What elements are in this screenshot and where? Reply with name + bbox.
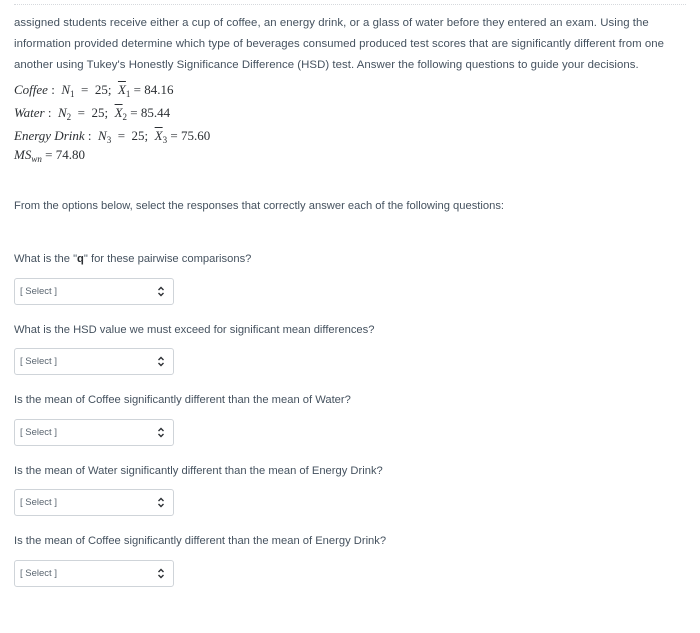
water-n: 25 <box>91 105 105 120</box>
question-4-select-value: [ Select ] <box>20 497 57 508</box>
water-mean: 85.44 <box>140 105 171 120</box>
up-down-chevron-icon <box>157 355 165 368</box>
energy-n: 25 <box>131 128 145 143</box>
question-5-select[interactable] <box>14 560 174 587</box>
up-down-chevron-icon <box>157 285 165 298</box>
energy-drink-stats: Energy Drink : $N_3 = 25$; $\overline{X}_3 = 75.60$ <box>14 128 211 145</box>
question-1-select[interactable] <box>14 278 174 305</box>
top-divider <box>14 4 686 6</box>
energy-label: Energy Drink <box>14 128 85 143</box>
coffee-mean: 84.16 <box>144 82 174 97</box>
ms-subscript: wn <box>31 154 42 164</box>
question-3-select-value: [ Select ] <box>20 427 57 438</box>
intro-line-2: information provided determine which type of beverages consumed produced test scores that are significantly different from one <box>14 38 665 50</box>
ms-within-stat: $MS_{wn} = 74.80$ <box>14 147 85 164</box>
question-1-text-pre: What is the " <box>14 253 78 265</box>
intro-line-1: assigned students receive either a cup of coffee, an energy drink, or a glass of water before they entered an exam. Using the <box>14 17 649 29</box>
coffee-n: 25 <box>94 82 108 97</box>
question-2: What is the HSD value we must exceed for significant mean differences? <box>14 324 375 336</box>
up-down-chevron-icon <box>157 426 165 439</box>
water-label: Water <box>14 105 45 120</box>
question-4: Is the mean of Water significantly different than the mean of Energy Drink? <box>14 465 383 477</box>
coffee-label: Coffee <box>14 82 48 97</box>
up-down-chevron-icon <box>157 567 165 580</box>
question-2-select-value: [ Select ] <box>20 356 57 367</box>
question-1-bold-q: q <box>77 253 84 265</box>
instructions: From the options below, select the responses that correctly answer each of the following questions: <box>14 200 505 212</box>
question-1 <box>14 253 251 265</box>
question-5: Is the mean of Coffee significantly different than the mean of Energy Drink? <box>14 535 387 547</box>
question-4-select[interactable] <box>14 489 174 516</box>
water-stats: Water : $N_2 = 25$; $\overline{X}_2 = 85.44$ <box>14 105 171 122</box>
question-1-select-value: [ Select ] <box>20 286 57 297</box>
intro-line-3: another using Tukey's Honestly Significance Difference (HSD) test. Answer the following questions to guide your decisions. <box>14 59 639 71</box>
energy-mean: 75.60 <box>180 128 211 143</box>
problem-description <box>14 13 682 76</box>
question-3-select[interactable] <box>14 419 174 446</box>
ms-label: MS <box>14 147 32 162</box>
coffee-stats: Coffee : $N_1 = 25$; $\overline{X}_1 = 84.16$ <box>14 82 174 99</box>
question-1-text-post: " for these pairwise comparisons? <box>83 253 252 265</box>
question-5-select-value: [ Select ] <box>20 568 57 579</box>
question-2-select[interactable] <box>14 348 174 375</box>
up-down-chevron-icon <box>157 496 165 509</box>
question-3: Is the mean of Coffee significantly different than the mean of Water? <box>14 394 351 406</box>
ms-value: 74.80 <box>55 147 85 162</box>
